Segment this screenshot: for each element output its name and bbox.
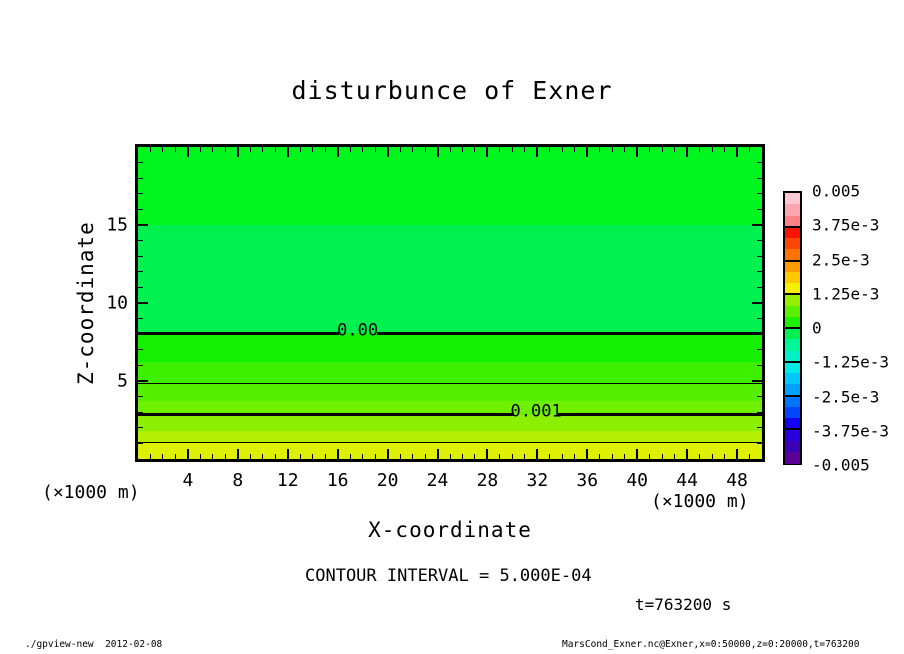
x-tick [275, 147, 276, 152]
x-tick [636, 449, 638, 459]
x-tick [225, 147, 226, 152]
x-tick [486, 449, 488, 459]
z-tick [138, 162, 143, 163]
chart-title: disturbunce of Exner [291, 76, 613, 105]
colorbar-segment [785, 193, 800, 205]
x-tick [337, 449, 339, 459]
tone-band [138, 225, 762, 333]
x-tick [175, 147, 176, 152]
x-tick [674, 454, 675, 459]
x-tick [624, 454, 625, 459]
x-tick-label: 44 [676, 470, 698, 491]
x-tick-label: 36 [576, 470, 599, 491]
x-tick [699, 454, 700, 459]
x-tick [624, 147, 625, 152]
z-tick-label: 15 [106, 214, 128, 236]
x-tick [599, 147, 600, 152]
z-tick [138, 412, 143, 413]
z-tick [757, 193, 762, 194]
x-tick [662, 147, 663, 152]
colorbar-division-line [785, 226, 800, 228]
x-tick [699, 147, 700, 152]
x-tick [350, 147, 351, 152]
x-tick [387, 449, 389, 459]
z-tick [752, 224, 762, 226]
contour-interval-note: CONTOUR INTERVAL = 5.000E-04 [305, 566, 592, 586]
z-axis-label: Z-coordinate [74, 221, 98, 385]
x-tick [612, 454, 613, 459]
footer-program-info: ./gpview-new 2012-02-08 [25, 639, 163, 650]
x-tick [686, 147, 688, 157]
z-axis-unit: (×1000 m) [42, 482, 140, 503]
x-tick [250, 454, 251, 459]
colorbar-tick-label: 0 [812, 318, 822, 338]
z-tick [757, 365, 762, 366]
z-tick [757, 334, 762, 335]
z-tick-label: 10 [106, 292, 128, 314]
x-tick [312, 454, 313, 459]
x-tick [736, 449, 738, 459]
x-tick [474, 147, 475, 152]
z-tick [138, 427, 143, 428]
x-tick [512, 454, 513, 459]
x-tick-label: 24 [426, 470, 449, 491]
x-tick-label: 32 [526, 470, 549, 491]
x-tick [549, 147, 550, 152]
colorbar-division-line [785, 361, 800, 363]
x-tick [649, 147, 650, 152]
x-tick [375, 147, 376, 152]
tone-band [138, 431, 762, 442]
z-tick [757, 349, 762, 350]
x-tick [325, 147, 326, 152]
x-axis-label: X-coordinate [368, 518, 532, 542]
x-tick [425, 147, 426, 152]
x-tick [200, 454, 201, 459]
contour-plot-area [135, 144, 765, 462]
colorbar-segment [785, 204, 800, 216]
x-tick [187, 449, 189, 459]
z-tick [138, 240, 143, 241]
x-tick [300, 454, 301, 459]
x-tick-label: 28 [476, 470, 499, 491]
x-tick-label: 8 [232, 470, 244, 491]
x-tick [187, 147, 189, 157]
x-tick [599, 454, 600, 459]
colorbar-segment [785, 272, 800, 284]
x-tick [574, 147, 575, 152]
z-tick [138, 380, 148, 382]
z-tick [138, 224, 148, 226]
z-tick [757, 240, 762, 241]
x-tick [225, 454, 226, 459]
colorbar-division-line [785, 428, 800, 430]
colorbar-tick-label: 2.5e-3 [812, 250, 870, 269]
tone-band [138, 362, 762, 383]
z-tick [138, 302, 148, 304]
z-tick [757, 412, 762, 413]
x-tick [162, 147, 163, 152]
contour-line [377, 332, 762, 335]
z-tick [138, 334, 143, 335]
x-tick [562, 147, 563, 152]
colorbar-tick-label: -3.75e-3 [812, 421, 890, 441]
colorbar-tick-label: -2.5e-3 [812, 387, 880, 406]
x-tick [212, 147, 213, 152]
x-tick [724, 147, 725, 152]
x-tick [724, 454, 725, 459]
x-tick [350, 454, 351, 459]
x-tick [412, 454, 413, 459]
colorbar-segment [785, 373, 800, 385]
colorbar-segment [785, 261, 800, 273]
x-tick [749, 454, 750, 459]
x-tick-label: 40 [626, 470, 649, 491]
x-tick [262, 147, 263, 152]
x-tick [162, 454, 163, 459]
x-tick-label: 12 [276, 470, 299, 491]
z-tick [757, 256, 762, 257]
colorbar-division-line [785, 327, 800, 329]
x-tick [337, 147, 339, 157]
z-tick [138, 209, 143, 210]
x-tick-label: 4 [182, 470, 194, 491]
z-tick [138, 396, 143, 397]
x-tick [425, 454, 426, 459]
colorbar-segment [785, 294, 800, 306]
z-tick [138, 256, 143, 257]
x-tick [662, 454, 663, 459]
x-tick [150, 147, 151, 152]
x-tick [586, 147, 588, 157]
x-tick [175, 454, 176, 459]
z-tick [752, 302, 762, 304]
colorbar-segment [785, 362, 800, 374]
colorbar-segment [785, 328, 800, 340]
x-tick [300, 147, 301, 152]
x-tick [237, 449, 239, 459]
x-tick [574, 454, 575, 459]
x-tick [612, 147, 613, 152]
x-tick [536, 449, 538, 459]
x-tick [549, 454, 550, 459]
colorbar-tick-label: -0.005 [812, 455, 870, 475]
z-tick [138, 287, 143, 288]
z-tick [757, 287, 762, 288]
x-tick [362, 454, 363, 459]
colorbar-segment [785, 407, 800, 419]
x-tick [312, 147, 313, 152]
x-tick-label: 16 [326, 470, 349, 491]
x-tick [237, 147, 239, 157]
z-tick [757, 178, 762, 179]
colorbar-division-line [785, 260, 800, 262]
z-tick [752, 380, 762, 382]
tone-band [138, 333, 762, 362]
contour-line [138, 413, 514, 416]
contour-line-label: 0.00 [337, 320, 379, 341]
x-tick [636, 147, 638, 157]
x-tick [512, 147, 513, 152]
z-tick [138, 271, 143, 272]
x-tick [474, 454, 475, 459]
z-tick [138, 193, 143, 194]
colorbar-segment [785, 396, 800, 408]
x-tick [150, 454, 151, 459]
x-tick [400, 454, 401, 459]
x-tick [200, 147, 201, 152]
x-tick [712, 147, 713, 152]
x-tick [499, 147, 500, 152]
contour-line-label: 0.001 [510, 401, 562, 422]
colorbar-segment [785, 227, 800, 239]
x-tick [486, 147, 488, 157]
x-tick [275, 454, 276, 459]
x-tick [412, 147, 413, 152]
x-tick [562, 454, 563, 459]
z-tick [757, 162, 762, 163]
x-tick [450, 147, 451, 152]
x-tick [524, 147, 525, 152]
colorbar-tick-label: 1.25e-3 [812, 284, 880, 304]
footer-file-info: MarsCond_Exner.nc@Exner,x=0:50000,z=0:20000,t=763200 [562, 639, 860, 650]
x-tick [499, 454, 500, 459]
x-tick [375, 454, 376, 459]
x-tick [536, 147, 538, 157]
contour-line [138, 332, 339, 335]
z-tick [757, 209, 762, 210]
z-tick [757, 396, 762, 397]
colorbar-segment [785, 441, 800, 453]
colorbar-tick-label: -1.25e-3 [812, 352, 890, 372]
x-tick [362, 147, 363, 152]
colorbar-division-line [785, 395, 800, 397]
x-tick [462, 454, 463, 459]
x-tick [649, 454, 650, 459]
z-tick [138, 178, 143, 179]
x-tick [736, 147, 738, 157]
x-tick [437, 147, 439, 157]
z-tick [757, 271, 762, 272]
x-tick [212, 454, 213, 459]
x-tick [387, 147, 389, 157]
x-tick [686, 449, 688, 459]
z-tick [757, 443, 762, 444]
z-tick [138, 365, 143, 366]
contour-line [138, 442, 762, 443]
contour-line [138, 383, 762, 384]
x-tick [674, 147, 675, 152]
x-tick [586, 449, 588, 459]
x-tick [262, 454, 263, 459]
x-tick [524, 454, 525, 459]
z-tick [757, 318, 762, 319]
colorbar-segment [785, 429, 800, 441]
time-annotation: t=763200 s [635, 595, 732, 614]
z-tick [138, 443, 143, 444]
x-tick-label: 20 [376, 470, 399, 491]
z-tick [138, 349, 143, 350]
colorbar-segment [785, 339, 800, 351]
colorbar-segment [785, 452, 800, 464]
contour-line [558, 413, 762, 416]
colorbar [783, 191, 802, 465]
x-tick-label: 48 [726, 470, 748, 491]
tone-band [138, 415, 762, 431]
x-tick [325, 454, 326, 459]
x-tick [437, 449, 439, 459]
colorbar-tick-label: 0.005 [812, 181, 861, 201]
tone-band [138, 383, 762, 401]
x-tick [462, 147, 463, 152]
x-axis-unit: (×1000 m) [651, 491, 749, 512]
z-tick [757, 427, 762, 428]
colorbar-tick-label: 3.75e-3 [812, 215, 880, 235]
x-tick [287, 147, 289, 157]
z-tick [138, 318, 143, 319]
x-tick [749, 147, 750, 152]
tone-band [138, 147, 762, 225]
x-tick [712, 454, 713, 459]
colorbar-division-line [785, 293, 800, 295]
colorbar-segment [785, 306, 800, 318]
x-tick [250, 147, 251, 152]
x-tick [450, 454, 451, 459]
z-tick-label: 5 [117, 370, 128, 392]
x-tick [400, 147, 401, 152]
x-tick [287, 449, 289, 459]
colorbar-segment [785, 238, 800, 250]
